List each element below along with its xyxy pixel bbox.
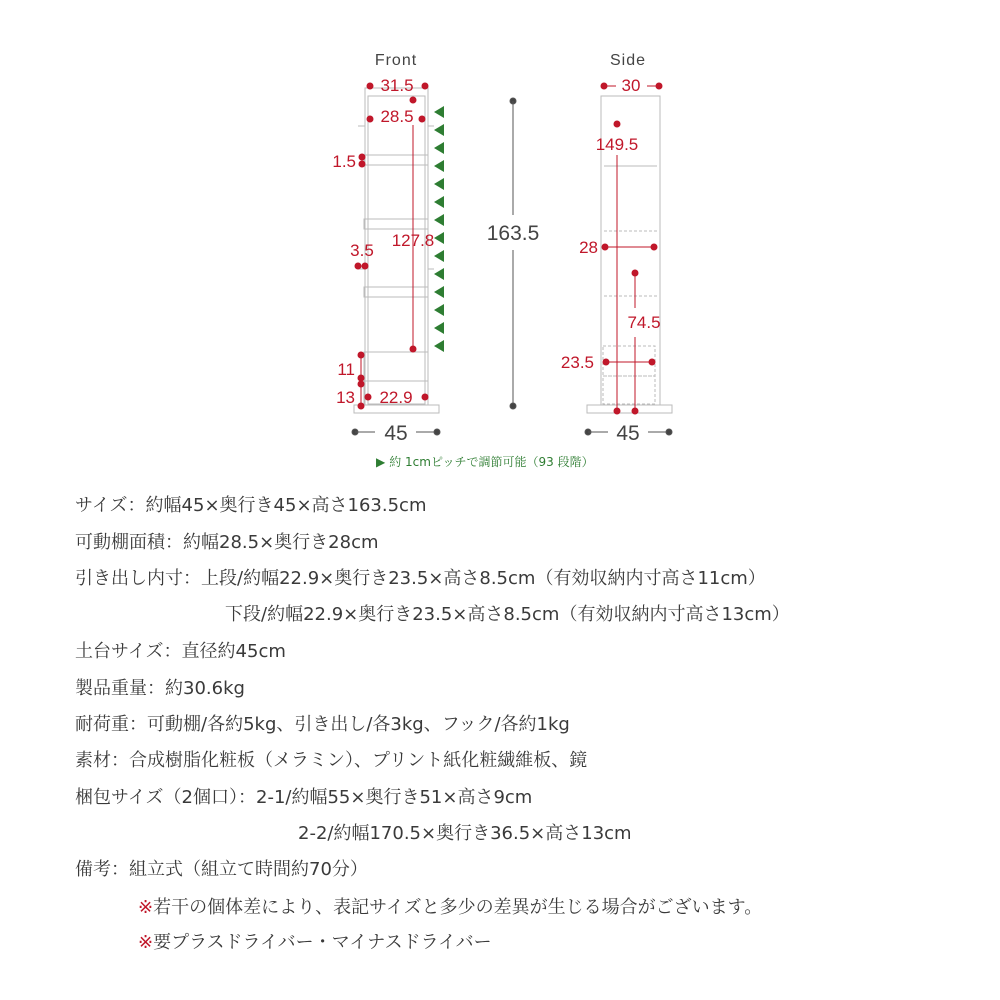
front-drawer-width: 22.9 [379, 388, 413, 407]
side-dimension-lines [601, 83, 662, 414]
adjust-note-text: 約 1cmピッチで調節可能（93 段階） [389, 455, 594, 469]
spec-drawer-upper: 引き出し内寸：上段/約幅22.9×奥行き23.5×高さ8.5cm（有効収納内寸高さ11cm） [75, 568, 766, 589]
spec-drawer-lower: 下段/約幅22.9×奥行き23.5×高さ8.5cm（有効収納内寸高さ13cm） [225, 604, 790, 625]
remark-text: 若干の個体差により、表記サイズと多少の差異が生じる場合がございます。 [153, 897, 763, 918]
side-height-a: 149.5 [595, 135, 639, 154]
remark-text: 要プラスドライバー・マイナスドライバー [153, 932, 492, 953]
spec-remarks: 備考：組立式（組立て時間約70分） [75, 859, 368, 880]
spec-package-2: 2-2/約幅170.5×奥行き36.5×高さ13cm [298, 823, 632, 844]
remark-mark: ※ [138, 897, 154, 918]
side-base-width: 45 [616, 422, 640, 445]
play-triangle-icon: ▶ [376, 455, 386, 469]
side-height-b: 74.5 [627, 313, 661, 332]
spec-package-1: 梱包サイズ（2個口）：2-1/約幅55×奥行き51×高さ9cm [75, 787, 533, 808]
dimension-diagram [0, 0, 1000, 470]
adjust-markers [434, 106, 444, 352]
front-top-width: 31.5 [380, 76, 414, 95]
spec-load: 耐荷重：可動棚/各約5kg、引き出し/各3kg、フック/各約1kg [75, 714, 570, 735]
spec-size: サイズ：約幅45×奥行き45×高さ163.5cm [75, 495, 427, 516]
side-top-depth: 30 [621, 76, 641, 95]
front-base-width: 45 [384, 422, 408, 445]
remark-mark: ※ [138, 932, 154, 953]
remark-variance [138, 893, 762, 919]
front-inner-width: 28.5 [380, 107, 414, 126]
adjust-note [376, 453, 594, 470]
side-title: Side [609, 52, 647, 69]
front-drawer-lower: 13 [336, 388, 355, 407]
front-inner-height: 127.8 [391, 231, 435, 250]
spec-shelf-area: 可動棚面積：約幅28.5×奥行き28cm [75, 532, 379, 553]
total-height: 163.5 [486, 222, 540, 245]
spec-base-size: 土台サイズ：直径約45cm [75, 641, 286, 662]
front-hook-gap: 3.5 [350, 241, 374, 260]
total-height-line [510, 98, 516, 409]
front-shelf-thickness: 1.5 [332, 152, 356, 171]
spec-weight: 製品重量：約30.6kg [75, 678, 245, 699]
side-drawer-depth: 23.5 [560, 353, 594, 372]
front-title: Front [374, 52, 418, 69]
side-shelf-depth: 28 [579, 238, 598, 257]
front-drawer-upper: 11 [337, 360, 355, 379]
remark-tools [138, 928, 492, 954]
spec-material: 素材：合成樹脂化粧板（メラミン）、プリント紙化粧繊維板、鏡 [75, 750, 588, 771]
